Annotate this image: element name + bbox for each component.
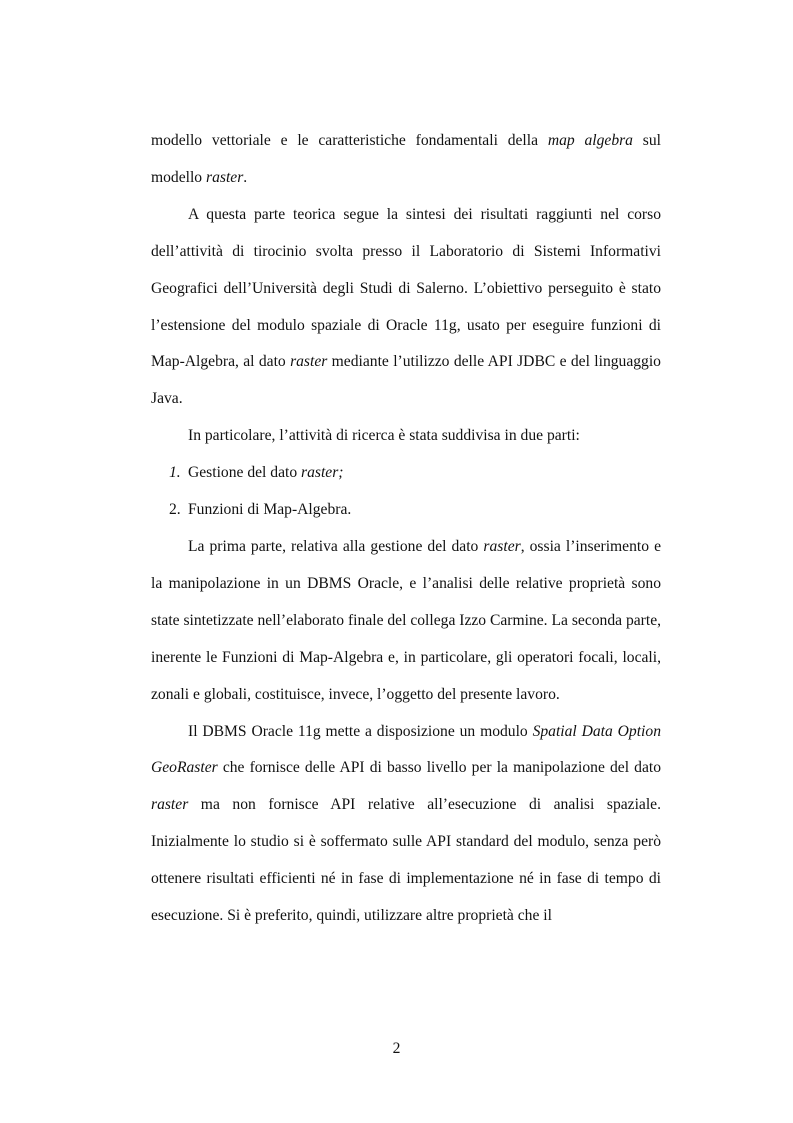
- list-item: [151, 455, 661, 492]
- list-number: 1.: [169, 464, 181, 482]
- text-segment-italic: raster: [151, 796, 189, 814]
- text-segment: .: [243, 168, 248, 186]
- text-segment-italic: Spatial Data Option GeoRaster: [151, 722, 661, 777]
- paragraph-continuation: [151, 123, 661, 197]
- text-segment: In particolare, l’attività di ricerca è stata suddivisa in due parti:: [188, 427, 580, 445]
- text-segment: La prima parte, relativa alla gestione del dato: [188, 537, 484, 555]
- text-segment: Il DBMS Oracle 11g mette a disposizione un modulo: [188, 722, 533, 740]
- text-segment-italic: raster: [483, 537, 521, 555]
- paragraph-internship: [151, 197, 661, 418]
- paragraph-first-part: [151, 529, 661, 714]
- page-number: 2: [392, 1040, 401, 1057]
- list-item: [151, 492, 661, 529]
- text-segment-italic: map algebra: [547, 132, 633, 149]
- body-text: [151, 123, 661, 935]
- text-segment: ma non fornisce API relative all’esecuzione di analisi spaziale. Inizialmente lo studio si è soffermato sulle API standard del modulo, senza però ottenere risultati efficienti né in fase di implementazione né in fase di tempo di esecuzione. Si è preferito, quindi, utilizzare altre proprietà che il: [151, 796, 661, 925]
- text-segment: che fornisce delle API di basso livello per la manipolazione del dato: [217, 759, 661, 777]
- text-segment: mediante l’utilizzo delle API JDBC e del linguaggio Java.: [151, 353, 661, 408]
- text-segment: , ossia l’inserimento e la manipolazione in un DBMS Oracle, e l’analisi delle relative proprietà sono state sintetizzate nell’elaborato finale del collega Izzo Carmine. La seconda parte, inerente le Funzioni di Map-Algebra e, in particolare, gli operatori focali, locali, zonali e globali, costituisce, invece, l’oggetto del presente lavoro.: [151, 537, 662, 703]
- text-segment: A questa parte teorica segue la sintesi dei risultati raggiunti nel corso dell’attività di tirocinio svolta presso il Laboratorio di Sistemi Informativi Geografici dell’Università degli Studi di Salerno. L’obiettivo perseguito è stato l’estensione del modulo spaziale di Oracle 11g, usato per eseguire funzioni di Map-Algebra, al dato: [151, 205, 661, 371]
- text-segment: sul modello: [151, 132, 661, 186]
- text-segment-italic: raster;: [301, 464, 344, 482]
- paragraph-oracle-module: [151, 714, 661, 935]
- text-segment: Funzioni di Map-Algebra.: [188, 501, 352, 519]
- paragraph-research-parts: [151, 418, 661, 455]
- list-number: 2.: [169, 501, 181, 519]
- text-segment-italic: raster: [206, 168, 244, 186]
- text-segment-italic: raster: [290, 353, 328, 371]
- text-segment: Gestione del dato: [188, 464, 302, 482]
- text-segment: modello vettoriale e le caratteristiche fondamentali della: [151, 132, 548, 149]
- numbered-list: [151, 455, 661, 529]
